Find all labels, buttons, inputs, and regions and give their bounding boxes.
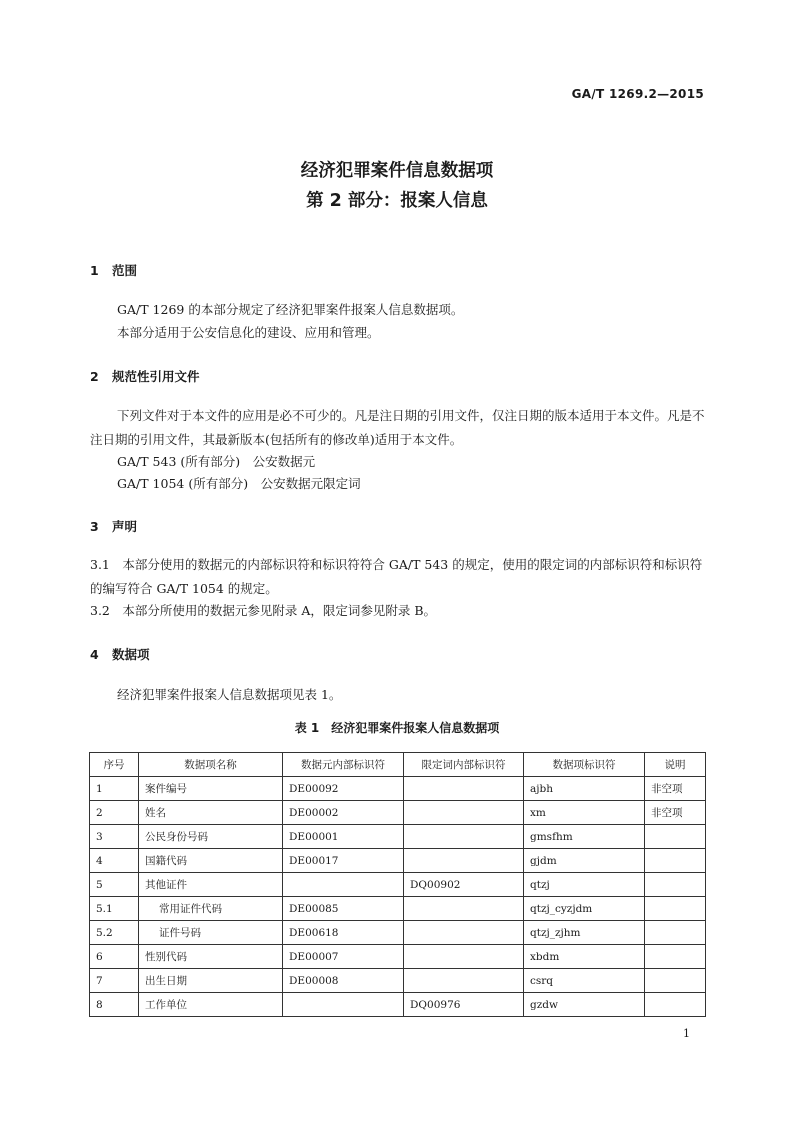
table-cell xyxy=(283,993,404,1017)
table-cell: 非空项 xyxy=(645,777,706,801)
table-row xyxy=(90,993,706,1017)
table-cell xyxy=(404,825,524,849)
page-number: 1 xyxy=(683,1027,690,1040)
table-cell: 5 xyxy=(90,873,139,897)
table-cell xyxy=(404,777,524,801)
table-cell: DE00002 xyxy=(283,801,404,825)
data-items-table xyxy=(89,752,706,1017)
table-row xyxy=(90,897,706,921)
table-row xyxy=(90,825,706,849)
table-row xyxy=(90,945,706,969)
table-row xyxy=(90,969,706,993)
paragraph: 本部分适用于公安信息化的建设、应用和管理。 xyxy=(117,325,380,340)
table-cell: 4 xyxy=(90,849,139,873)
table-header-row xyxy=(90,753,706,777)
paragraph: 经济犯罪案件报案人信息数据项见表 1。 xyxy=(117,687,342,702)
table-cell: 国籍代码 xyxy=(139,849,283,873)
clause-3-2: 3.2 本部分所使用的数据元参见附录 A，限定词参见附录 B。 xyxy=(90,603,437,618)
section-heading-declaration xyxy=(90,517,137,535)
table-cell: xbdm xyxy=(524,945,645,969)
table-cell: 8 xyxy=(90,993,139,1017)
table-cell: xm xyxy=(524,801,645,825)
table-cell: DQ00976 xyxy=(404,993,524,1017)
section-number: 2 xyxy=(90,369,99,384)
table-cell: qtzj xyxy=(524,873,645,897)
section-title: 数据项 xyxy=(112,647,150,662)
table-cell xyxy=(404,969,524,993)
table-cell: gmsfhm xyxy=(524,825,645,849)
table-cell xyxy=(645,849,706,873)
table-cell: 其他证件 xyxy=(139,873,283,897)
document-subtitle: 第 2 部分：报案人信息 xyxy=(306,191,488,211)
column-header: 数据项名称 xyxy=(139,753,283,777)
table-cell: 1 xyxy=(90,777,139,801)
section-number: 4 xyxy=(90,647,99,662)
table-cell: DE00007 xyxy=(283,945,404,969)
reference-item: GA/T 1054 (所有部分) 公安数据元限定词 xyxy=(117,476,361,491)
table-cell: qtzj_zjhm xyxy=(524,921,645,945)
section-heading-scope xyxy=(90,261,137,279)
table-row xyxy=(90,777,706,801)
table-cell: DE00017 xyxy=(283,849,404,873)
table-cell: 非空项 xyxy=(645,801,706,825)
table-cell xyxy=(645,945,706,969)
table-cell: 工作单位 xyxy=(139,993,283,1017)
table-row xyxy=(90,801,706,825)
table-cell: csrq xyxy=(524,969,645,993)
table-row xyxy=(90,921,706,945)
table-cell xyxy=(404,897,524,921)
table-cell: 出生日期 xyxy=(139,969,283,993)
column-header: 数据元内部标识符 xyxy=(283,753,404,777)
table-cell: 案件编号 xyxy=(139,777,283,801)
table-cell xyxy=(404,849,524,873)
table-cell: DE00008 xyxy=(283,969,404,993)
table-cell: qtzj_cyzjdm xyxy=(524,897,645,921)
paragraph: GA/T 1269 的本部分规定了经济犯罪案件报案人信息数据项。 xyxy=(117,302,464,317)
table-row xyxy=(90,849,706,873)
column-header: 说明 xyxy=(645,753,706,777)
reference-item: GA/T 543 (所有部分) 公安数据元 xyxy=(117,454,316,469)
table-cell: DQ00902 xyxy=(404,873,524,897)
table-cell: 6 xyxy=(90,945,139,969)
column-header: 序号 xyxy=(90,753,139,777)
standard-code: GA/T 1269.2—2015 xyxy=(571,87,704,101)
column-header: 限定词内部标识符 xyxy=(404,753,524,777)
table-cell: 3 xyxy=(90,825,139,849)
section-title: 声明 xyxy=(112,519,138,534)
table-cell: 姓名 xyxy=(139,801,283,825)
table-caption: 表 1 经济犯罪案件报案人信息数据项 xyxy=(294,721,500,735)
section-heading-normative-references xyxy=(90,367,200,385)
table-cell: 5.2 xyxy=(90,921,139,945)
table-cell: DE00092 xyxy=(283,777,404,801)
document-title: 经济犯罪案件信息数据项 xyxy=(300,161,494,181)
table-cell: gzdw xyxy=(524,993,645,1017)
clause-3-1: 3.1 本部分使用的数据元的内部标识符和标识符符合 GA/T 543 的规定，使用的限定词的内部标识符和标识符的编写符合 GA/T 1054 的规定。 xyxy=(90,557,703,596)
table-cell xyxy=(404,921,524,945)
column-header: 数据项标识符 xyxy=(524,753,645,777)
table-cell: ajbh xyxy=(524,777,645,801)
table-cell: 公民身份号码 xyxy=(139,825,283,849)
table-cell: 2 xyxy=(90,801,139,825)
table-cell xyxy=(645,825,706,849)
table-cell xyxy=(645,993,706,1017)
table-cell xyxy=(404,945,524,969)
table-cell: 性别代码 xyxy=(139,945,283,969)
table-cell xyxy=(283,873,404,897)
table-cell: 7 xyxy=(90,969,139,993)
table-cell xyxy=(645,897,706,921)
section-number: 3 xyxy=(90,519,99,534)
table-cell: DE00001 xyxy=(283,825,404,849)
section-number: 1 xyxy=(90,263,99,278)
table-cell: 常用证件代码 xyxy=(139,897,283,921)
table-cell: gjdm xyxy=(524,849,645,873)
paragraph: 下列文件对于本文件的应用是必不可少的。凡是注日期的引用文件，仅注日期的版本适用于本文件。凡是不注日期的引用文件，其最新版本(包括所有的修改单)适用于本文件。 xyxy=(90,408,705,447)
table-cell xyxy=(645,873,706,897)
table-cell: 证件号码 xyxy=(139,921,283,945)
section-title: 规范性引用文件 xyxy=(112,369,200,384)
section-heading-data-items xyxy=(90,645,150,663)
table-row xyxy=(90,873,706,897)
table-cell: 5.1 xyxy=(90,897,139,921)
table-cell xyxy=(645,921,706,945)
table-cell: DE00085 xyxy=(283,897,404,921)
table-cell: DE00618 xyxy=(283,921,404,945)
table-cell xyxy=(645,969,706,993)
section-title: 范围 xyxy=(112,263,138,278)
table-cell xyxy=(404,801,524,825)
